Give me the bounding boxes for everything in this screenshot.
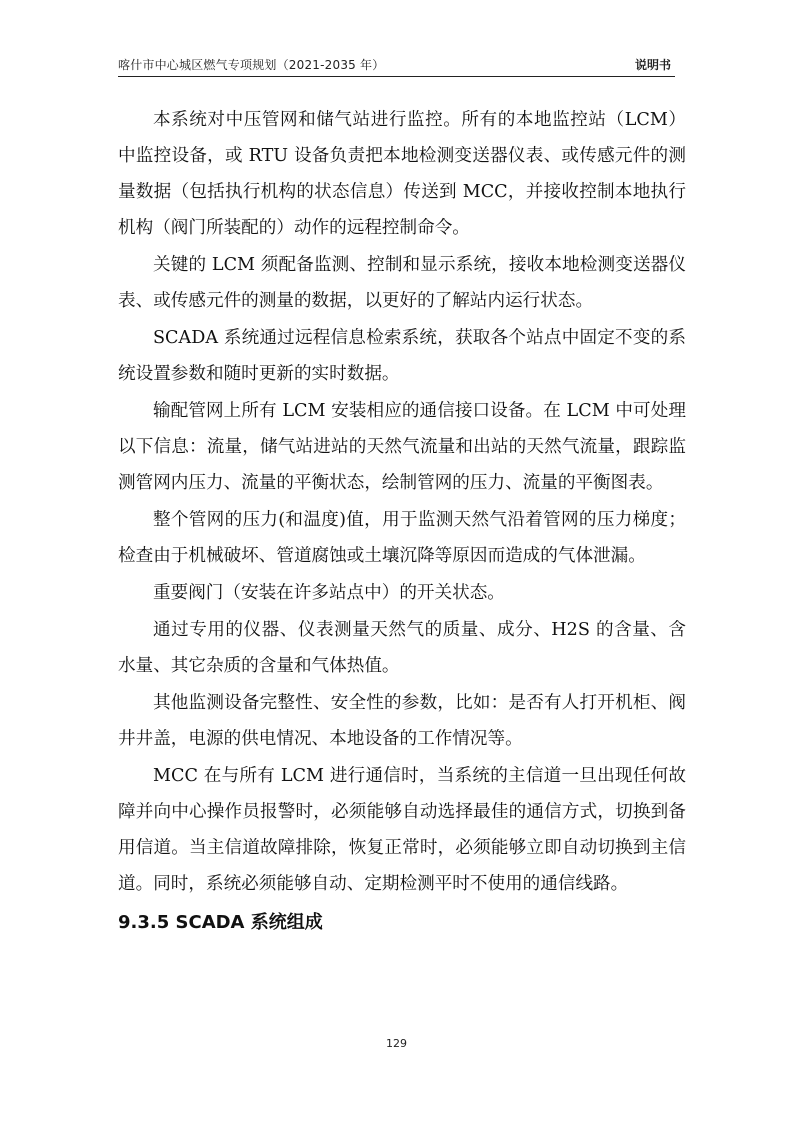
paragraph-monitoring-scope: 本系统对中压管网和储气站进行监控。所有的本地监控站（LCM）中监控设备，或 RTU 设备负责把本地检测变送器仪表、或传感元件的测量数据（包括执行机构的状态信息）传送到 MCC，并接收控制本地执行机构（阀门所装配的）动作的远程控制命令。 (118, 110, 686, 238)
paragraph-scada-retrieval: SCADA 系统通过远程信息检索系统，获取各个站点中固定不变的系统设置参数和随时更新的实时数据。 (118, 328, 686, 384)
header-doc-type: 说明书 (634, 58, 671, 72)
paragraph-mcc-channel: MCC 在与所有 LCM 进行通信时，当系统的主信道一旦出现任何故障并向中心操作员报警时，必须能够自动选择最佳的通信方式，切换到备用信道。当主信道故障排除，恢复正常时，必须能够立即自动切换到主信道。同时，系统必须能够自动、定期检测平时不使用的通信线路。 (118, 766, 686, 894)
paragraph-key-lcm: 关键的 LCM 须配备监测、控制和显示系统，接收本地检测变送器仪表、或传感元件的测量的数据，以更好的了解站内运行状态。 (118, 255, 686, 311)
paragraph-gas-quality: 通过专用的仪器、仪表测量天然气的质量、成分、H2S 的含量、含水量、其它杂质的含量和气体热值。 (118, 620, 686, 676)
paragraph-safety-params: 其他监测设备完整性、安全性的参数，比如：是否有人打开机柜、阀井井盖，电源的供电情况、本地设备的工作情况等。 (118, 693, 686, 749)
header-title: 喀什市中心城区燃气专项规划（2021-2035 年） (118, 58, 385, 72)
page-header (118, 50, 675, 77)
paragraph-pressure-values: 整个管网的压力(和温度)值，用于监测天然气沿着管网的压力梯度；检查由于机械破坏、管道腐蚀或土壤沉降等原因而造成的气体泄漏。 (118, 510, 686, 566)
page-number: 129 (386, 1037, 407, 1050)
main-content (118, 102, 686, 943)
paragraph-lcm-interface: 输配管网上所有 LCM 安装相应的通信接口设备。在 LCM 中可处理以下信息：流量，储气站进站的天然气流量和出站的天然气流量，跟踪监测管网内压力、流量的平衡状态，绘制管网的压力、流量的平衡图表。 (118, 401, 686, 493)
paragraph-valve-status: 重要阀门（安装在许多站点中）的开关状态。 (153, 583, 505, 603)
section-heading: 9.3.5 SCADA 系统组成 (118, 912, 323, 933)
